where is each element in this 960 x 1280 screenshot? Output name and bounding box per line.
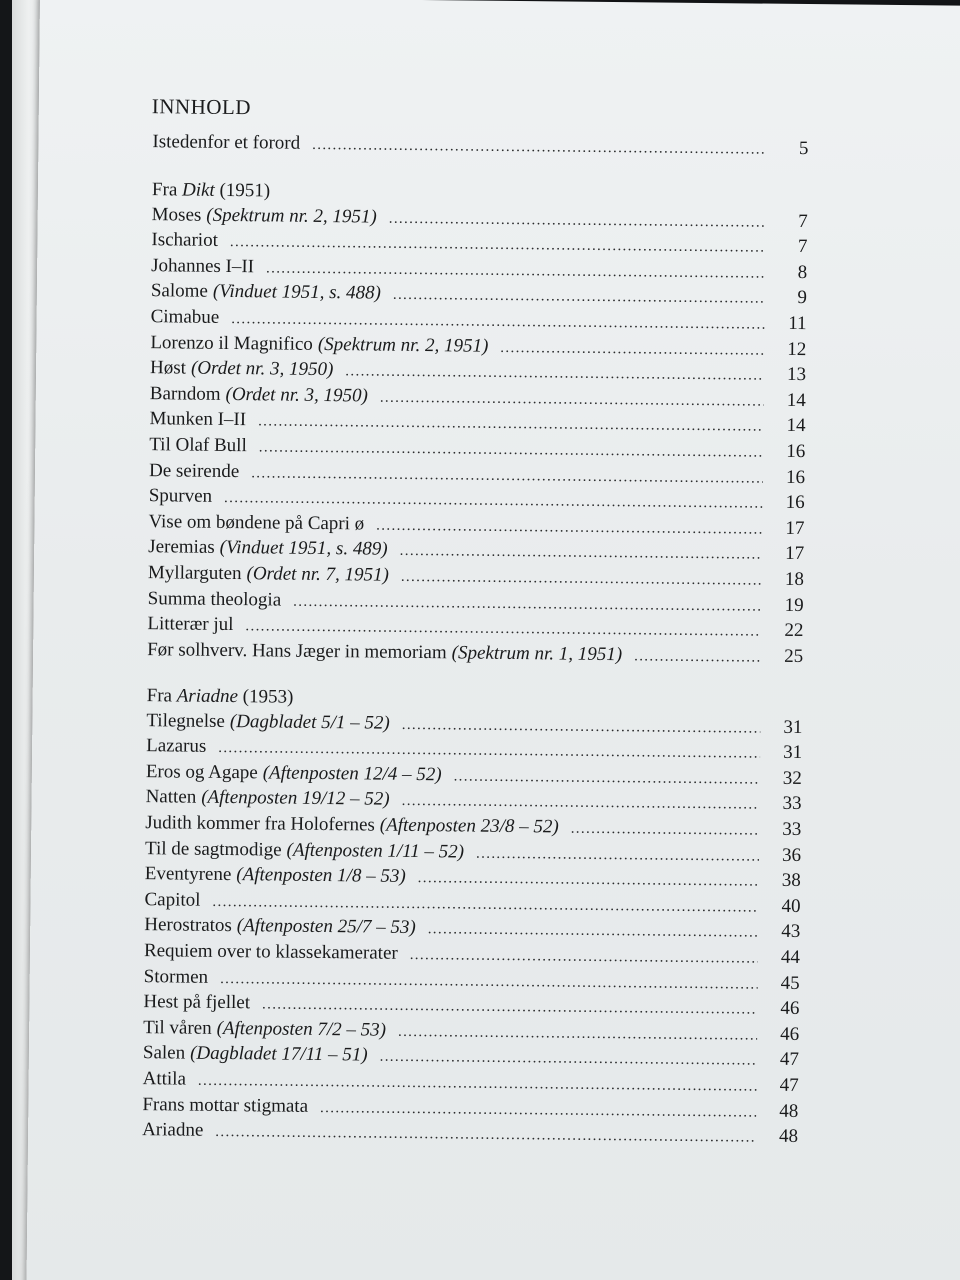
section-prefix: Fra [151,179,183,201]
entry-title: Litterær jul [147,613,234,636]
entry-source-note: (Spektrum nr. 1, 1951) [451,642,623,665]
entry-title: Herostratos [144,914,232,937]
entry-page-number: 8 [797,261,808,283]
entry-title: Spurven [148,485,213,508]
entry-title: Salome [150,280,209,303]
entry-page-number: 19 [784,594,804,616]
entry-page-number: 25 [784,645,804,667]
dot-leader [500,335,764,362]
toc-heading: INNHOLD [151,94,252,120]
entry-page-number: 18 [784,568,805,591]
entry-source-note: (Dagbladet 5/1 – 52) [229,710,390,734]
entry-page-number: 16 [785,466,806,488]
entry-page-number: 13 [786,364,807,386]
section-year: (1951) [214,179,271,202]
table-of-contents [26,0,960,1280]
entry-page-number: 31 [783,742,803,764]
entry-title: Til de sagtmodige [144,837,282,861]
entry-page-number: 16 [785,492,805,514]
dot-leader [410,943,758,971]
entry-page-number: 46 [780,997,800,1020]
entry-page-number: 5 [798,137,809,160]
dot-leader [376,513,762,541]
entry-page-number: 46 [780,1023,800,1045]
entry-title: Johannes I–II [151,254,255,278]
entry-title: Ariadne [142,1119,204,1141]
section-book-title: Ariadne [176,685,239,708]
entry-page-number: 44 [780,946,801,969]
dot-leader [320,1096,757,1125]
entry-title: Capitol [144,888,201,911]
entry-page-number: 12 [787,338,807,360]
entry-page-number: 7 [797,236,808,258]
dot-leader [476,841,759,868]
dot-leader [402,712,761,740]
dot-leader [389,206,766,234]
entry-title: Eventyrene [144,863,232,886]
entry-source-note: (Aftenposten 1/8 – 53) [236,864,406,888]
dot-leader [215,1120,756,1150]
dot-leader [634,644,761,669]
entry-source-note: (Aftenposten 7/2 – 53) [216,1017,387,1041]
entry-page-number: 36 [781,844,802,866]
entry-page-number: 47 [779,1074,799,1097]
entry-title: Requiem over to klassekamerater [143,940,398,964]
entry-title: Vise om bøndene på Capri ø [148,510,365,535]
entry-source-note: (Vinduet 1951, s. 489) [219,537,388,561]
entry-title: Ischariot [151,229,219,252]
section-heading [152,179,270,202]
entry-page-number: 31 [783,716,803,738]
entry-title: Lorenzo il Magnifico [150,331,313,355]
entry-title: Høst [150,357,187,379]
entry-title: Barndom [149,382,221,405]
entry-page-number: 32 [782,767,802,789]
entry-page-number: 33 [782,793,802,815]
entry-title: Moses [151,203,202,226]
entry-page-number: 7 [798,210,808,232]
entry-page-number: 48 [779,1100,799,1122]
entry-page-number: 43 [781,921,801,943]
dot-leader [312,133,767,162]
entry-page-number: 45 [780,972,800,994]
entry-source-note: (Aftenposten 23/8 – 52) [379,814,559,838]
dot-leader [380,1045,758,1073]
entry-page-number: 14 [786,389,806,411]
entry-source-note: (Aftenposten 19/12 – 52) [201,787,390,811]
book-page [26,0,960,1280]
entry-page-number: 9 [797,287,807,309]
entry-source-note: (Spektrum nr. 2, 1951) [317,333,489,357]
dot-leader [380,385,764,413]
entry-title: Lazarus [146,735,207,757]
dot-leader [393,283,765,311]
entry-page-number: 33 [782,818,802,841]
entry-title: Cimabue [150,306,220,328]
section-year: (1953) [237,686,294,708]
entry-source-note: (Ordet nr. 3, 1950) [190,357,334,381]
entry-title: Til Olaf Bull [149,434,247,457]
entry-source-note: (Aftenposten 1/11 – 52) [286,839,465,863]
entry-source-note: (Spektrum nr. 2, 1951) [206,204,377,228]
dot-leader [418,866,759,894]
dot-leader [401,565,762,593]
dot-leader [453,764,759,791]
entry-title: Hest på fjellet [143,991,251,1014]
entry-title: Munken I–II [149,408,247,431]
section-heading [147,685,294,709]
entry-title: Før solhverv. Hans Jæger in memoriam [147,638,447,664]
entry-page-number: 40 [781,895,801,917]
dot-leader [428,918,759,945]
entry-source-note: (Dagbladet 17/11 – 51) [190,1043,368,1066]
entry-page-number: 47 [779,1049,800,1071]
entry-source-note: (Vinduet 1951, s. 488) [212,281,382,304]
entry-page-number: 16 [786,440,806,463]
entry-title: Attila [142,1068,187,1090]
entry-source-note: (Ordet nr. 7, 1951) [246,563,389,586]
entry-page-number: 14 [786,415,806,437]
entry-title: Frans mottar stigmata [142,1093,309,1117]
dot-leader [400,539,763,567]
entry-title: Istedenfor et forord [152,131,301,154]
entry-title: Judith kommer fra Holofernes [145,812,375,836]
dot-leader [345,359,764,387]
entry-title: Jeremias [148,536,215,559]
entry-title: De seirende [148,459,240,482]
entry-title: Til våren [143,1016,212,1039]
entry-title: Myllarguten [147,562,242,585]
section-prefix: Fra [146,685,177,707]
entry-title: Stormen [143,965,209,988]
entry-title: Tilegnelse [146,709,225,732]
dot-leader [398,1020,757,1048]
entry-page-number: 11 [788,312,807,335]
entry-title: Summa theologia [147,587,282,611]
section-book-title: Dikt [181,179,215,201]
entry-title: Natten [145,786,197,809]
dot-leader [402,789,760,817]
entry-title: Salen [142,1042,186,1064]
dot-leader [571,817,760,843]
entry-page-number: 48 [778,1125,799,1148]
entry-page-number: 22 [784,620,804,642]
entry-title: Eros og Agape [145,760,258,784]
toc-entry-intro [152,130,808,161]
entry-page-number: 17 [785,517,805,539]
entry-page-number: 17 [785,543,805,565]
entry-source-note: (Aftenposten 25/7 – 53) [236,915,416,939]
entry-source-note: (Aftenposten 12/4 – 52) [262,762,442,786]
entry-page-number: 38 [781,870,801,892]
entry-source-note: (Ordet nr. 3, 1950) [225,383,368,407]
